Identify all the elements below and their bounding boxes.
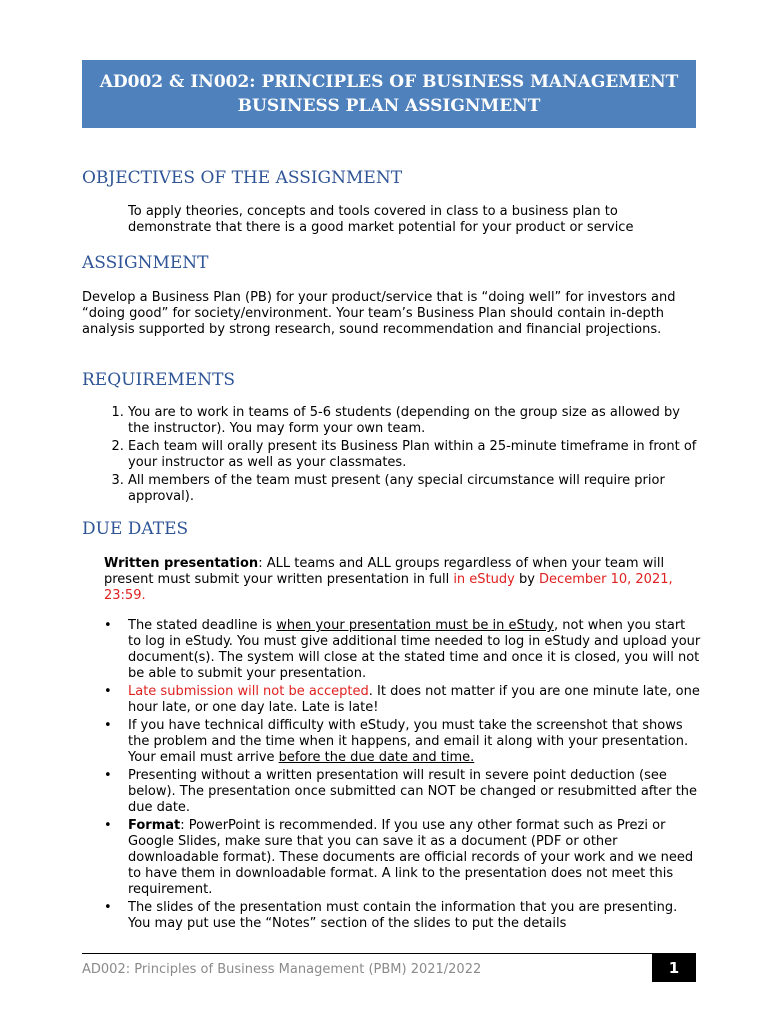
requirement-item: 1. You are to work in teams of 5-6 students (depending on the group size as allowed by the instructor). You may form your own team.	[128, 405, 702, 437]
requirements-heading: REQUIREMENTS	[82, 370, 236, 390]
requirements-list	[82, 405, 702, 507]
written-text-2: by	[514, 572, 540, 587]
requirement-item: 2. Each team will orally present its Business Plan within a 25-minute timeframe in front of your instructor as well as your classmates.	[128, 439, 702, 471]
bullet-technical-difficulty	[128, 718, 702, 766]
written-presentation-paragraph	[104, 556, 700, 604]
objectives-text: To apply theories, concepts and tools covered in class to a business plan to demonstrate that there is a good market potential for your product or service	[128, 204, 634, 235]
bullet1-text-a: The stated deadline is	[128, 618, 277, 633]
bullet5-text: : PowerPoint is recommended. If you use any other format such as Prezi or Google Slides, make sure that you can save it as a document (PDF or other downloadable format). These documents are official records of your work and we need to have them in downloadable format. A link to the presentation does not meet this requirement.	[128, 818, 694, 897]
bullet3-underlined: before the due date and time.	[278, 750, 475, 765]
footer-divider	[82, 953, 696, 954]
bullet5-label: Format	[128, 818, 181, 833]
bullet2-text: . It does not matter if you are one minute late, one hour late, or one day late. Late is late!	[128, 684, 700, 715]
footer-text: AD002: Principles of Business Management (PBM) 2021/2022	[82, 962, 482, 977]
objectives-heading: OBJECTIVES OF THE ASSIGNMENT	[82, 168, 403, 188]
bullet-format	[128, 818, 702, 898]
bullet2-red: Late submission will not be accepted	[128, 684, 369, 699]
estudy-highlight: in eStudy	[453, 572, 515, 587]
bullet-late-submission	[128, 684, 702, 716]
due-dates-heading: DUE DATES	[82, 519, 189, 539]
due-dates-bullets	[82, 618, 702, 934]
bullet-deadline	[128, 618, 702, 682]
title-line-1: AD002 & IN002: PRINCIPLES OF BUSINESS MANAGEMENT	[99, 72, 679, 92]
bullet-no-written: • Presenting without a written presentation will result in severe point deduction (see below). The presentation once submitted can NOT be changed or resubmitted after the due date.	[128, 768, 702, 816]
assignment-heading: ASSIGNMENT	[82, 253, 209, 273]
requirement-item: 3. All members of the team must present (any special circumstance will require prior approval).	[128, 473, 702, 505]
title-banner	[82, 60, 696, 128]
bullet-slides-content: • The slides of the presentation must contain the information that you are presenting. You may put use the “Notes” section of the slides to put the details	[128, 900, 702, 932]
bullet3-text: If you have technical difficulty with eStudy, you must take the screenshot that shows the problem and the time when it happens, and email it along with your presentation. Your email must arrive	[128, 718, 689, 765]
written-presentation-label: Written presentation	[104, 556, 259, 571]
deadline-highlight: December 10, 2021, 23:59.	[104, 572, 673, 603]
bullet1-underlined: when your presentation must be in eStudy	[276, 618, 555, 633]
written-text-1: : ALL teams and ALL groups regardless of when your team will present must submit your written presentation in full	[104, 556, 665, 587]
assignment-text: Develop a Business Plan (PB) for your product/service that is “doing well” for investors and “doing good” for society/environment. Your team’s Business Plan should contain in-depth analysis supported by strong research, sound recommendation and financial projections.	[82, 290, 676, 337]
page-number: 1	[652, 954, 696, 982]
title-line-2: BUSINESS PLAN ASSIGNMENT	[237, 96, 541, 116]
bullet1-text-b: , not when you start to log in eStudy. You must give additional time needed to log in eStudy and upload your document(s). The system will close at the stated time and once it is closed, you will not be able to submit your presentation.	[128, 618, 701, 681]
